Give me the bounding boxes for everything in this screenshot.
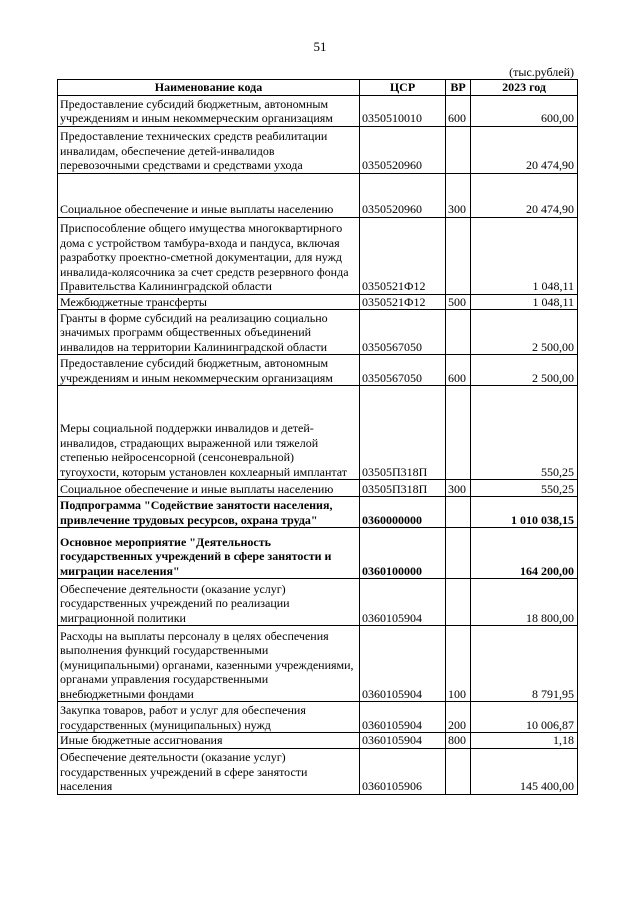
row-vr [446,386,471,480]
units-label: (тыс.рублей) [509,65,574,79]
row-name: Предоставление субсидий бюджетным, автономным учреждениям и иным некоммерческим организациям [58,95,360,126]
table-body [58,95,578,794]
row-vr: 300 [446,480,471,497]
row-csr: 0360105906 [360,748,446,794]
row-vr: 100 [446,626,471,702]
row-csr: 0350520960 [360,126,446,173]
table-row [58,528,578,579]
page-number: 51 [313,39,327,54]
row-amount: 1 048,11 [471,217,578,294]
row-name: Расходы на выплаты персоналу в целях обеспечения выполнения функций государственными (муниципальными) органами, казенными учреждениями, органами управления государственными внебюджетными фондами [58,626,360,702]
row-csr: 0360105904 [360,579,446,626]
row-csr: 0350510010 [360,95,446,126]
row-amount: 1,18 [471,733,578,749]
row-name: Основное мероприятие "Деятельность государственных учреждений в сфере занятости и миграции населения" [58,528,360,579]
row-name: Меры социальной поддержки инвалидов и детей-инвалидов, страдающих выраженной или тяжелой степенью нейросенсорной (сенсоневральной) тугоухости, которым установлен кохлеарный имплантат [58,386,360,480]
row-csr: 03505П318П [360,480,446,497]
header-csr: ЦСР [360,80,446,96]
row-csr: 0350520960 [360,173,446,217]
row-amount: 164 200,00 [471,528,578,579]
row-vr: 200 [446,702,471,733]
row-vr [446,310,471,355]
row-csr: 0360105904 [360,733,446,749]
header-name: Наименование кода [58,80,360,96]
row-vr [446,217,471,294]
table-row [58,95,578,126]
header-vr: ВР [446,80,471,96]
row-name: Обеспечение деятельности (оказание услуг) государственных учреждений в сфере занятости населения [58,748,360,794]
row-csr: 03505П318П [360,386,446,480]
table-row [58,748,578,794]
row-amount: 8 791,95 [471,626,578,702]
row-name: Предоставление технических средств реабилитации инвалидам, обеспечение детей-инвалидов перевозочными средствами и средствами ухода [58,126,360,173]
row-name: Приспособление общего имущества многоквартирного дома с устройством тамбура-входа и пандуса, включая разработку проектно-сметной документации, для нужд инвалида-колясочника за счет средств резервного фонда Правительства Калининградской области [58,217,360,294]
row-amount: 18 800,00 [471,579,578,626]
row-amount: 20 474,90 [471,126,578,173]
row-vr [446,528,471,579]
row-vr: 600 [446,95,471,126]
row-name: Социальное обеспечение и иные выплаты населению [58,173,360,217]
table-row [58,626,578,702]
row-name: Гранты в форме субсидий на реализацию социально значимых программ общественных объединений инвалидов на территории Калининградской области [58,310,360,355]
table-row [58,733,578,749]
table-row [58,310,578,355]
row-amount: 20 474,90 [471,173,578,217]
table-row [58,217,578,294]
row-name: Социальное обеспечение и иные выплаты населению [58,480,360,497]
table-row [58,386,578,480]
table-row [58,702,578,733]
table-row [58,579,578,626]
row-vr: 300 [446,173,471,217]
header-amount: 2023 год [471,80,578,96]
row-name: Иные бюджетные ассигнования [58,733,360,749]
row-csr: 0360000000 [360,497,446,528]
table-row [58,480,578,497]
row-amount: 2 500,00 [471,355,578,386]
budget-table [57,79,578,795]
row-csr: 0360100000 [360,528,446,579]
table-header-row [58,80,578,96]
row-csr: 0350567050 [360,355,446,386]
table-row [58,294,578,310]
row-csr: 0350521Ф12 [360,294,446,310]
row-vr: 600 [446,355,471,386]
row-vr: 800 [446,733,471,749]
row-amount: 550,25 [471,480,578,497]
row-amount: 145 400,00 [471,748,578,794]
row-name: Подпрограмма "Содействие занятости населения, привлечение трудовых ресурсов, охрана труда" [58,497,360,528]
row-vr: 500 [446,294,471,310]
row-vr [446,497,471,528]
row-amount: 550,25 [471,386,578,480]
row-amount: 10 006,87 [471,702,578,733]
row-csr: 0350567050 [360,310,446,355]
row-vr [446,748,471,794]
row-amount: 600,00 [471,95,578,126]
row-vr [446,126,471,173]
row-csr: 0360105904 [360,626,446,702]
row-csr: 0350521Ф12 [360,217,446,294]
row-name: Обеспечение деятельности (оказание услуг) государственных учреждений по реализации миграционной политики [58,579,360,626]
row-vr [446,579,471,626]
row-name: Межбюджетные трансферты [58,294,360,310]
table-row [58,173,578,217]
row-amount: 1 010 038,15 [471,497,578,528]
row-amount: 1 048,11 [471,294,578,310]
row-csr: 0360105904 [360,702,446,733]
table-row [58,355,578,386]
row-name: Предоставление субсидий бюджетным, автономным учреждениям и иным некоммерческим организациям [58,355,360,386]
row-amount: 2 500,00 [471,310,578,355]
table-row [58,497,578,528]
table-row [58,126,578,173]
row-name: Закупка товаров, работ и услуг для обеспечения государственных (муниципальных) нужд [58,702,360,733]
